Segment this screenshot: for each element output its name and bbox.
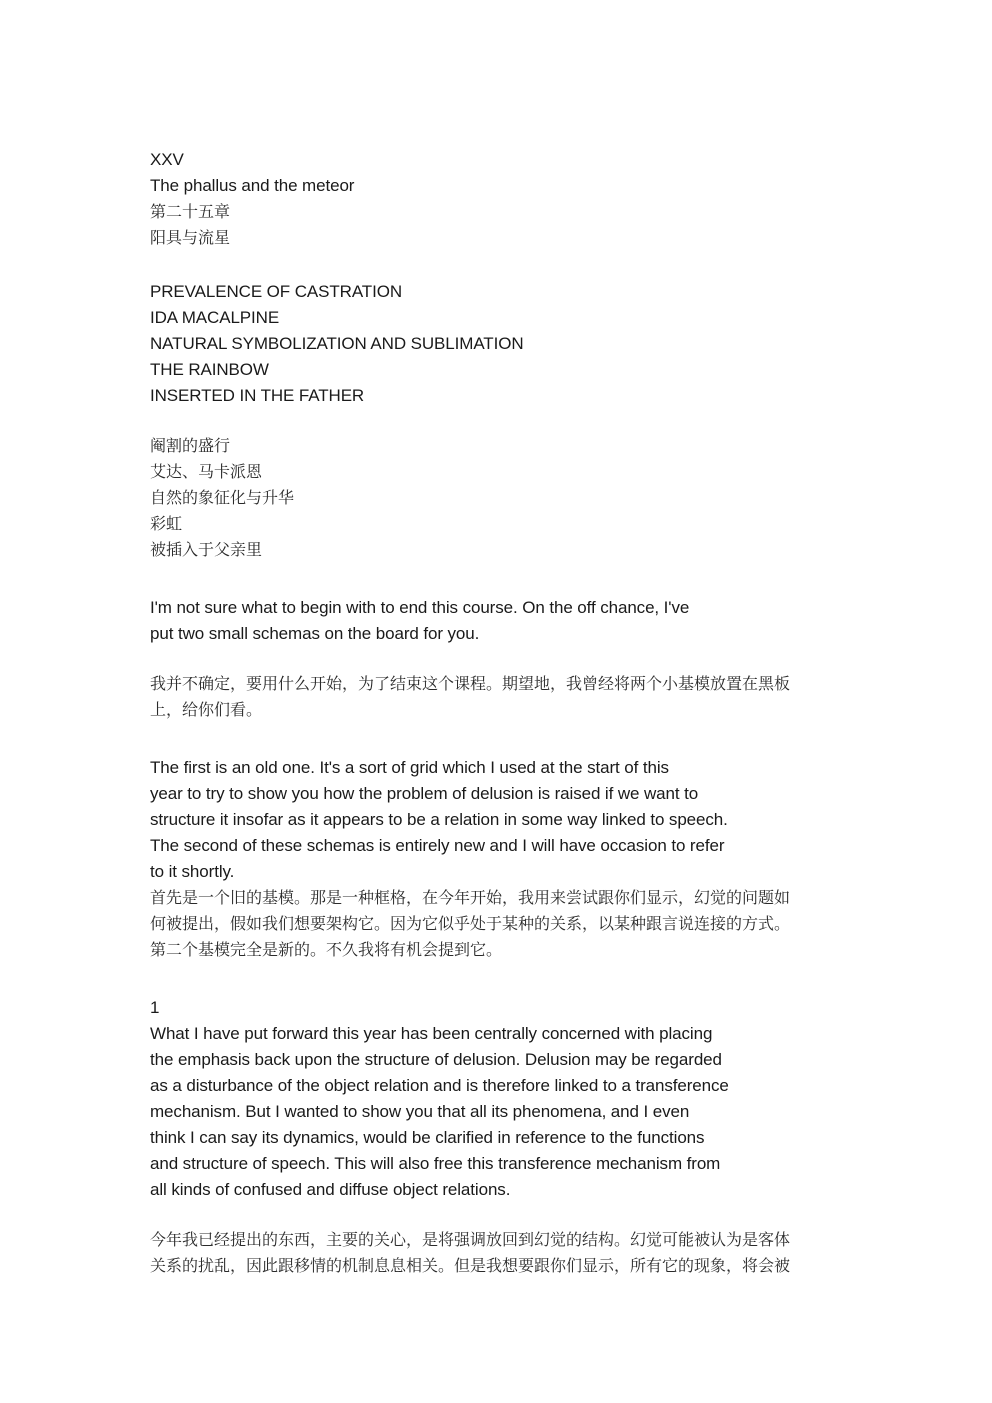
section-number: 1 — [150, 998, 160, 1017]
text-line: as a disturbance of the object relation and is therefore linked to a transference — [150, 1076, 729, 1095]
text-line-zh: 首先是一个旧的基模。那是一种框格，在今年开始，我用来尝试跟你们显示，幻觉的问题如 — [150, 888, 791, 907]
topic-item-zh: 艾达、马卡派恩 — [150, 462, 263, 481]
document-page — [150, 147, 850, 1279]
paragraph-3-en — [150, 1021, 850, 1203]
paragraph-3-zh — [150, 1227, 850, 1279]
chapter-number-zh: 第二十五章 — [150, 202, 231, 221]
text-line: structure it insofar as it appears to be a relation in some way linked to speech. — [150, 810, 728, 829]
text-line: all kinds of confused and diffuse object relations. — [150, 1180, 511, 1199]
topic-item: PREVALENCE OF CASTRATION — [150, 282, 403, 301]
text-line: to it shortly. — [150, 862, 235, 881]
text-line: and structure of speech. This will also free this transference mechanism from — [150, 1154, 721, 1173]
paragraph-1-zh — [150, 671, 850, 723]
text-line: I'm not sure what to begin with to end this course. On the off chance, I've — [150, 598, 690, 617]
text-line: The first is an old one. It's a sort of grid which I used at the start of this — [150, 758, 669, 777]
topic-item-zh: 阉割的盛行 — [150, 436, 231, 455]
paragraph-2-en — [150, 755, 850, 885]
text-line-zh: 我并不确定，要用什么开始，为了结束这个课程。期望地，我曾经将两个小基模放置在黑板 — [150, 674, 791, 693]
paragraph-1-en — [150, 595, 850, 647]
text-line: The second of these schemas is entirely new and I will have occasion to refer — [150, 836, 725, 855]
topics-list-en — [150, 279, 850, 409]
chapter-heading — [150, 147, 850, 251]
text-line: What I have put forward this year has been centrally concerned with placing — [150, 1024, 713, 1043]
text-line: year to try to show you how the problem of delusion is raised if we want to — [150, 784, 699, 803]
text-line-zh: 今年我已经提出的东西，主要的关心，是将强调放回到幻觉的结构。幻觉可能被认为是客体 — [150, 1230, 791, 1249]
topic-item-zh: 自然的象征化与升华 — [150, 488, 295, 507]
text-line: think I can say its dynamics, would be clarified in reference to the functions — [150, 1128, 705, 1147]
text-line-zh: 关系的扰乱，因此跟移情的机制息息相关。但是我想要跟你们显示，所有它的现象，将会被 — [150, 1256, 791, 1275]
topic-item-zh: 彩虹 — [150, 514, 183, 533]
text-line: mechanism. But I wanted to show you that all its phenomena, and I even — [150, 1102, 690, 1121]
topic-item: INSERTED IN THE FATHER — [150, 386, 365, 405]
topic-item-zh: 被插入于父亲里 — [150, 540, 263, 559]
topics-list-zh — [150, 433, 850, 563]
text-line-zh: 上，给你们看。 — [150, 700, 263, 719]
paragraph-2-zh — [150, 885, 850, 963]
text-line: the emphasis back upon the structure of delusion. Delusion may be regarded — [150, 1050, 722, 1069]
chapter-title-en: The phallus and the meteor — [150, 176, 355, 195]
text-line-zh: 何被提出，假如我们想要架构它。因为它似乎处于某种的关系，以某种跟言说连接的方式。 — [150, 914, 791, 933]
topic-item: THE RAINBOW — [150, 360, 269, 379]
chapter-title-zh: 阳具与流星 — [150, 228, 231, 247]
topic-item: IDA MACALPINE — [150, 308, 280, 327]
text-line: put two small schemas on the board for you. — [150, 624, 480, 643]
chapter-number: XXV — [150, 150, 184, 169]
text-line-zh: 第二个基模完全是新的。不久我将有机会提到它。 — [150, 940, 503, 959]
topic-item: NATURAL SYMBOLIZATION AND SUBLIMATION — [150, 334, 524, 353]
